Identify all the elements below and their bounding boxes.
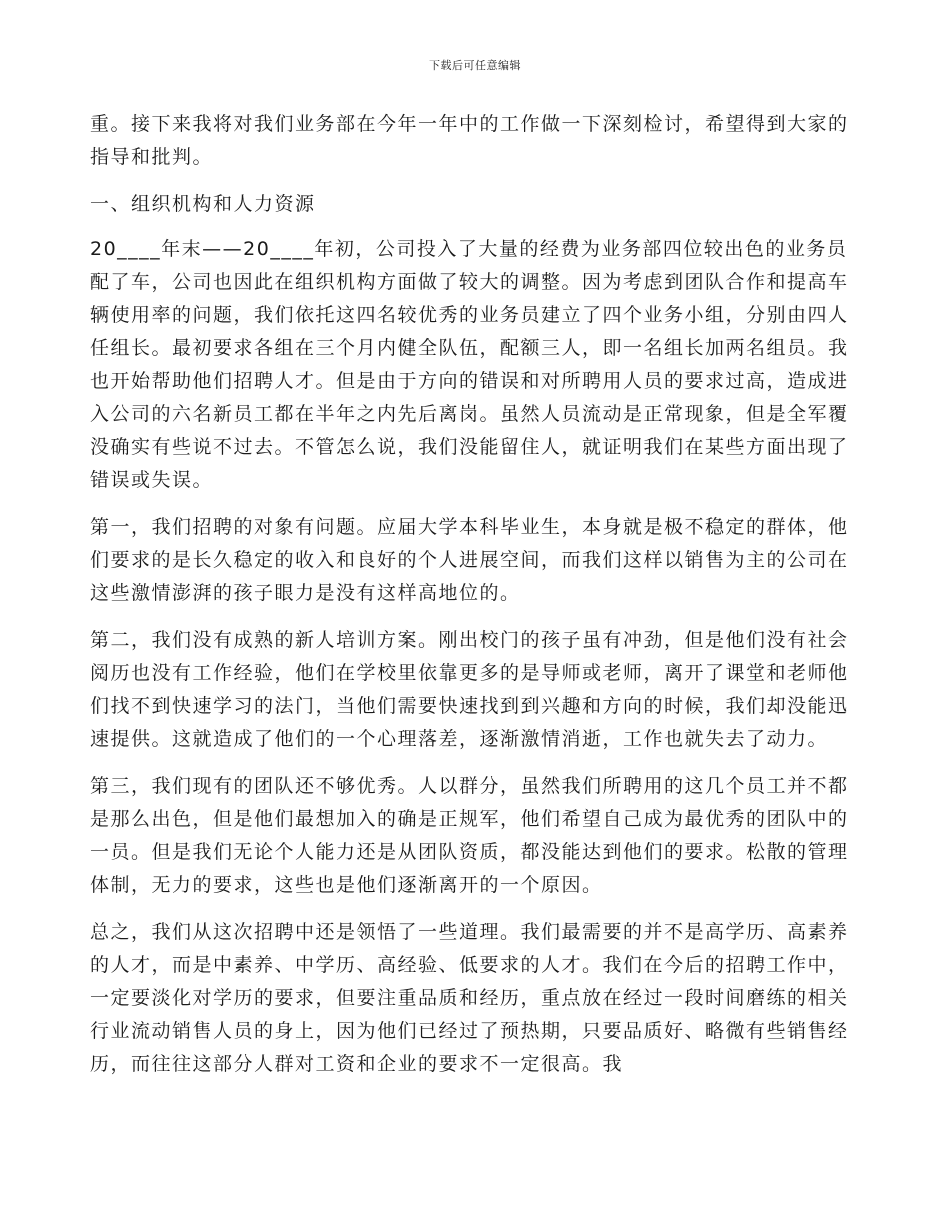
paragraph-point-one: 第一，我们招聘的对象有问题。应届大学本科毕业生，本身就是极不稳定的群体，他们要求的是长久稳定的收入和良好的个人进展空间，而我们这样以销售为主的公司在这些激情澎湃的孩子眼力是没有这样高地位的。 xyxy=(90,516,849,604)
paragraph-summary: 总之，我们从这次招聘中还是领悟了一些道理。我们最需要的并不是高学历、高素养的人才，而是中素养、中学历、高经验、低要求的人才。我们在今后的招聘工作中，一定要淡化对学历的要求，但要注重品质和经历，重点放在经过一段时间磨练的相关行业流动销售人员的身上，因为他们已经过了预热期，只要品质好、略微有些销售经历，而往往这部分人群对工资和企业的要求不一定很高。我 xyxy=(90,921,849,1075)
paragraph-background: 20____年末——20____年初，公司投入了大量的经费为业务部四位较出色的业务员配了车，公司也因此在组织机构方面做了较大的调整。因为考虑到团队合作和提高车辆使用率的问题，我们依托这四名较优秀的业务员建立了四个业务小组，分别由四人任组长。最初要求各组在三个月内健全队伍，配额三人，即一名组长加两名组员。我也开始帮助他们招聘人才。但是由于方向的错误和对所聘用人员的要求过高，造成进入公司的六名新员工都在半年之内先后离岗。虽然人员流动是正常现象，但是全军覆没确实有些说不过去。不管怎么说，我们没能留住人，就证明我们在某些方面出现了错误或失误。 xyxy=(90,238,849,491)
section-heading: 一、组织机构和人力资源 xyxy=(90,193,316,215)
page-header-note: 下载后可任意编辑 xyxy=(429,59,521,72)
document-body xyxy=(90,108,860,1095)
paragraph-point-two: 第二，我们没有成熟的新人培训方案。刚出校门的孩子虽有冲劲，但是他们没有社会阅历也没有工作经验，他们在学校里依靠更多的是导师或老师，离开了课堂和老师他们找不到快速学习的法门，当他们需要快速找到到兴趣和方向的时候，我们却没能迅速提供。这就造成了他们的一个心理落差，逐渐激情消逝，工作也就失去了动力。 xyxy=(90,629,849,750)
paragraph-point-three: 第三，我们现有的团队还不够优秀。人以群分，虽然我们所聘用的这几个员工并不都是那么出色，但是他们最想加入的确是正规军，他们希望自己成为最优秀的团队中的一员。但是我们无论个人能力还是从团队资质，都没能达到他们的要求。松散的管理体制，无力的要求，这些也是他们逐渐离开的一个原因。 xyxy=(90,775,849,896)
paragraph-intro: 重。接下来我将对我们业务部在今年一年中的工作做一下深刻检讨，希望得到大家的指导和批判。 xyxy=(90,113,849,168)
